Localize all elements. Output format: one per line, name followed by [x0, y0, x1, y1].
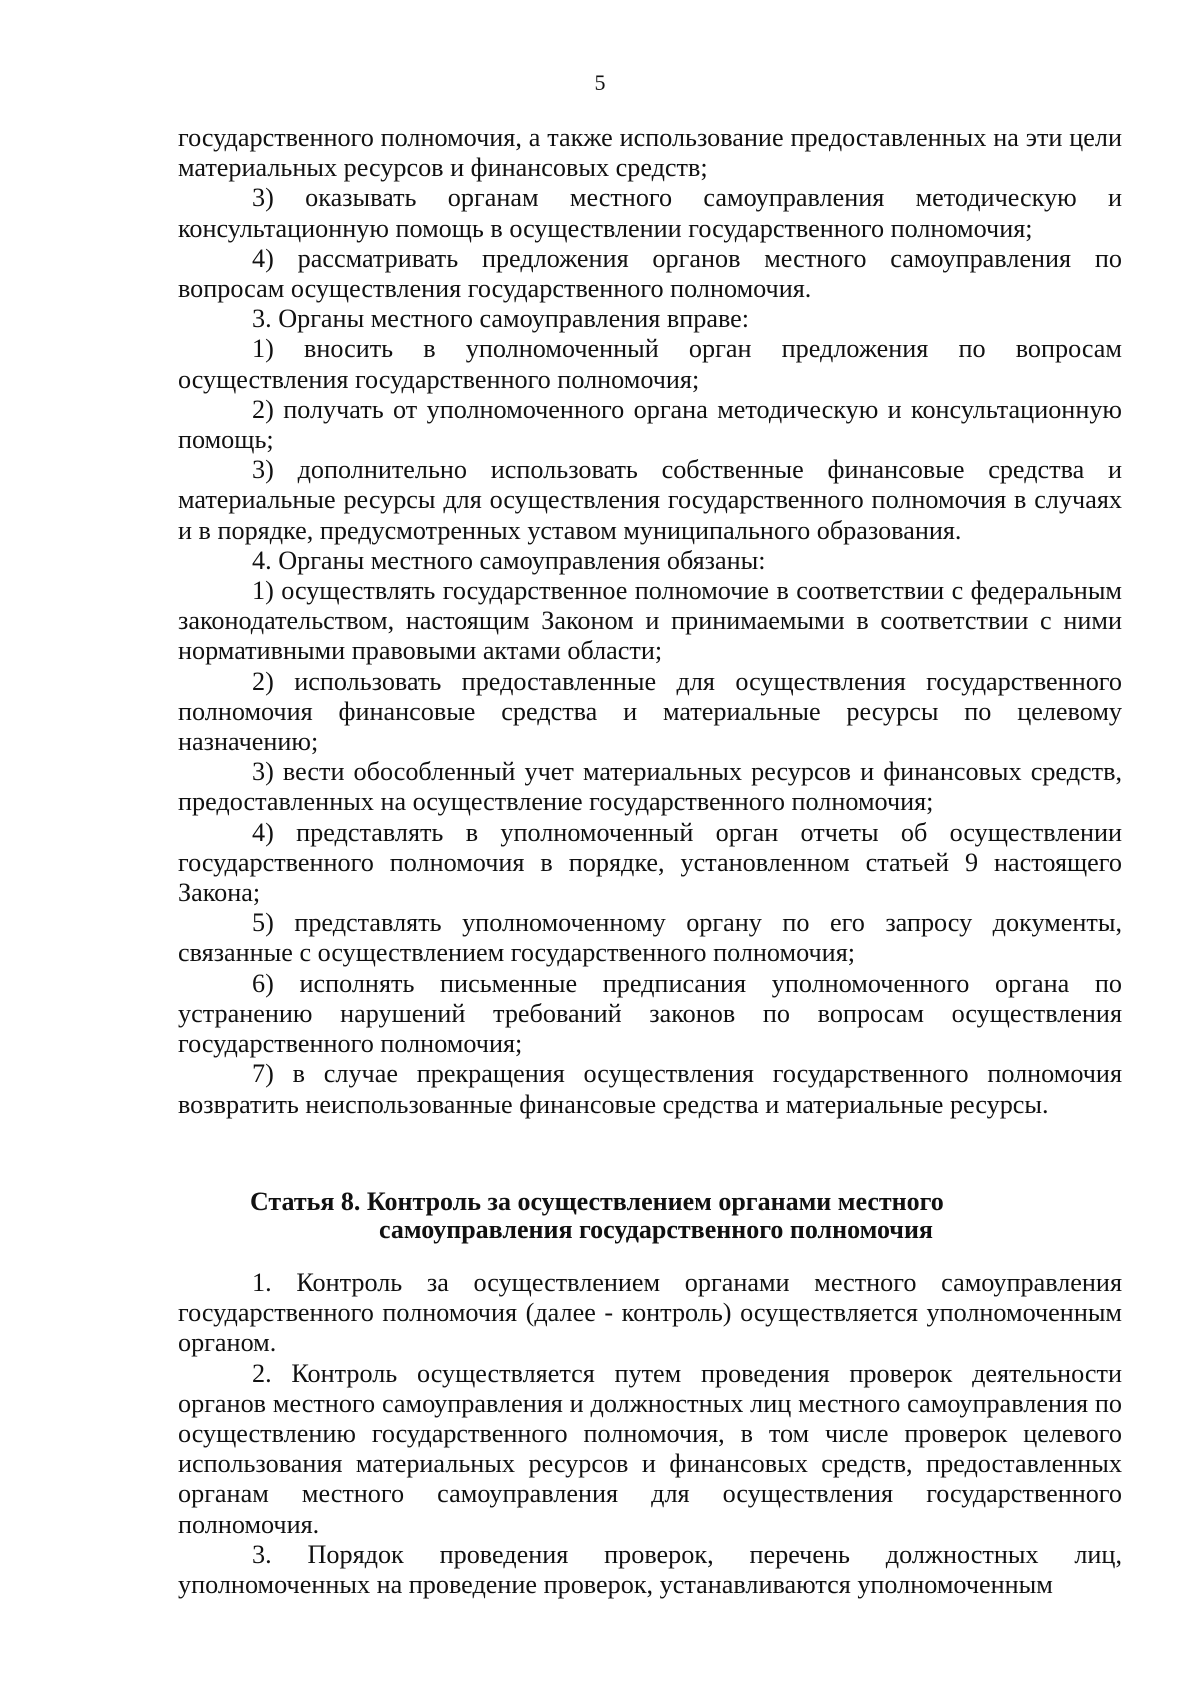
- paragraph: 6) исполнять письменные предписания уполномоченного органа по устранению нарушений требований законов по вопросам осуществления государственного полномочия;: [178, 968, 1122, 1059]
- article-heading: [178, 1188, 1122, 1244]
- article-heading-line1: Статья 8. Контроль за осуществлением органами местного: [250, 1187, 944, 1216]
- paragraph: 1. Контроль за осуществлением органами местного самоуправления государственного полномочия (далее - контроль) осуществляется уполномоченным органом.: [178, 1268, 1122, 1358]
- paragraph: 3) оказывать органам местного самоуправления методическую и консультационную помощь в осуществлении государственного полномочия;: [178, 183, 1122, 243]
- article8-body: [178, 1268, 1122, 1600]
- paragraph: 4) представлять в уполномоченный орган отчеты об осуществлении государственного полномочия в порядке, установленном статьей 9 настоящего Закона;: [178, 817, 1122, 908]
- paragraph: 4. Органы местного самоуправления обязаны:: [252, 545, 766, 575]
- paragraph: 4) рассматривать предложения органов местного самоуправления по вопросам осуществления государственного полномочия.: [178, 243, 1122, 304]
- article-heading-line2: самоуправления государственного полномочия: [379, 1215, 933, 1244]
- paragraph: 3) вести обособленный учет материальных ресурсов и финансовых средств, предоставленных на осуществление государственного полномочия;: [178, 757, 1122, 817]
- paragraph: 7) в случае прекращения осуществления государственного полномочия возвратить неиспользованные финансовые средства и материальные ресурсы.: [178, 1059, 1122, 1119]
- page-number: 5: [594, 70, 606, 95]
- paragraph: 5) представлять уполномоченному органу по его запросу документы, связанные с осуществлением государственного полномочия;: [178, 908, 1122, 968]
- paragraph: 1) осуществлять государственное полномочие в соответствии с федеральным законодательством, настоящим Законом и принимаемыми в соответствии с ними нормативными правовыми актами области;: [178, 576, 1122, 666]
- article7-continuation: [178, 123, 1122, 1120]
- paragraph: 2) использовать предоставленные для осуществления государственного полномочия финансовые средства и материальные ресурсы по целевому назначению;: [178, 666, 1122, 757]
- paragraph: 3. Органы местного самоуправления вправе:: [252, 304, 750, 334]
- paragraph: 3. Порядок проведения проверок, перечень должностных лиц, уполномоченных на проведение проверок, устанавливаются уполномоченным: [178, 1539, 1122, 1600]
- paragraph: 2) получать от уполномоченного органа методическую и консультационную помощь;: [178, 394, 1122, 455]
- paragraph: 3) дополнительно использовать собственные финансовые средства и материальные ресурсы для осуществления государственного полномочия в случаях и в порядке, предусмотренных уставом муниципального образования.: [178, 455, 1122, 545]
- paragraph: государственного полномочия, а также использование предоставленных на эти цели материальных ресурсов и финансовых средств;: [178, 123, 1122, 183]
- paragraph: 1) вносить в уполномоченный орган предложения по вопросам осуществления государственного полномочия;: [178, 334, 1122, 394]
- paragraph: 2. Контроль осуществляется путем проведения проверок деятельности органов местного самоуправления и должностных лиц местного самоуправления по осуществлению государственного полномочия, в том числе проверок целевого использования материальных ресурсов и финансовых средств, предоставленных органам местного самоуправления для осуществления государственного полномочия.: [178, 1358, 1122, 1539]
